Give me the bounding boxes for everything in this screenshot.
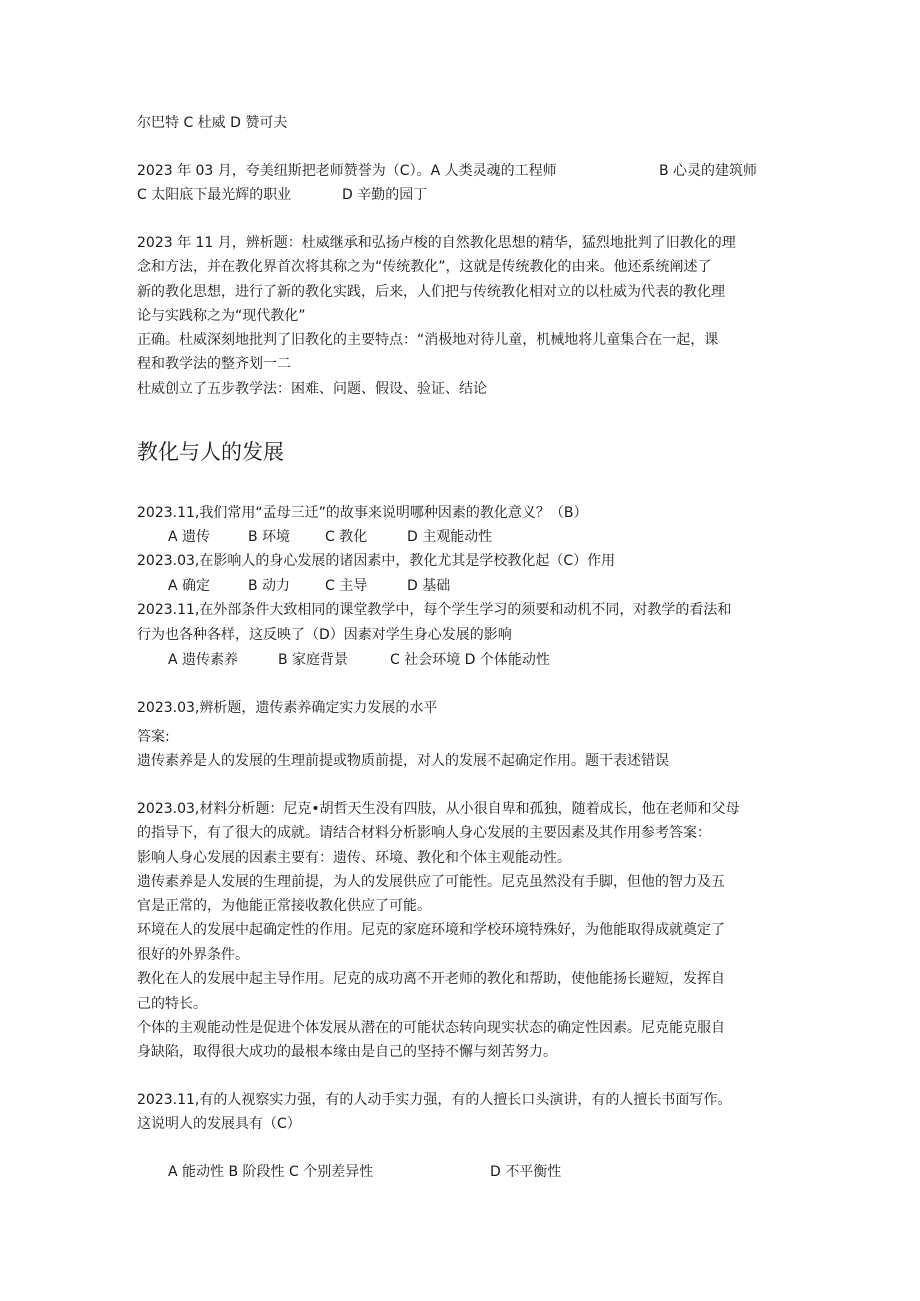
- option-d: D 不平衡性: [490, 1164, 562, 1180]
- option-b: B 家庭背景: [278, 652, 349, 668]
- text-line: 正确。杜威深刻地批判了旧教化的主要特点：“消极地对待儿童，机械地将儿童集合在一起，课: [137, 332, 719, 348]
- question-line: 行为也各种各样，这反映了（D）因素对学生身心发展的影响: [137, 627, 512, 643]
- answer-text: 教化在人的发展中起主导作用。尼克的成功离不开老师的教化和帮助，使他能扬长避短，发挥自: [137, 971, 725, 987]
- option-c: C 教化: [325, 529, 368, 545]
- answer-text: 很好的外界条件。: [137, 947, 249, 963]
- answer-text: 官是正常的，为他能正常接收教化供应了可能。: [137, 898, 431, 914]
- answer-label: 答案:: [137, 729, 170, 745]
- option-a: A 遗传素养: [168, 652, 239, 668]
- section-heading: 教化与人的发展: [137, 440, 284, 464]
- option-b: B 环境: [248, 529, 291, 545]
- answer-text: 身缺陷，取得很大成功的最根本缘由是自己的坚持不懈与刻苦努力。: [137, 1044, 557, 1060]
- answer-text: 个体的主观能动性是促进个体发展从潜在的可能状态转向现实状态的确定性因素。尼克能克服自: [137, 1020, 725, 1036]
- text-line: 程和教学法的整齐划一二: [137, 356, 291, 372]
- text-line: 新的教化思想，进行了新的教化实践，后来，人们把与传统教化相对立的以杜威为代表的教化理: [137, 284, 725, 300]
- question-line: 2023.11,有的人视察实力强，有的人动手实力强，有的人擅长口头演讲，有的人擅长书面写作。: [137, 1092, 732, 1108]
- question-line: 2023.03,材料分析题：尼克•胡哲天生没有四肢，从小很自卑和孤独，随着成长，他在老师和父母: [137, 801, 740, 817]
- answer-text: 遗传素养是人发展的生理前提，为人的发展供应了可能性。尼克虽然没有手脚，但他的智力及五: [137, 874, 725, 890]
- text-line: 念和方法，并在教化界首次将其称之为“传统教化”，这就是传统教化的由来。他还系统阐述了: [137, 259, 712, 275]
- text-line: 杜威创立了五步教学法：困难、问题、假设、验证、结论: [137, 381, 487, 397]
- answer-text: 己的特长。: [137, 996, 207, 1012]
- text-line: 论与实践称之为“现代教化”: [137, 308, 306, 324]
- option-d: D 辛勤的园丁: [342, 187, 428, 203]
- question-line: 2023.03,在影响人的身心发展的诸因素中，教化尤其是学校教化起（C）作用: [137, 553, 616, 569]
- question-line: 的指导下，有了很大的成就。请结合材料分析影响人身心发展的主要因素及其作用参考答案：: [137, 825, 711, 841]
- question-line: 2023.03,辨析题，遗传素养确定实力发展的水平: [137, 700, 438, 716]
- option-abc: A 能动性 B 阶段性 C 个别差异性: [168, 1164, 374, 1180]
- option-b: B 动力: [248, 578, 291, 594]
- option-c: C 太阳底下最光辉的职业: [137, 187, 292, 203]
- option-cd: C 社会环境 D 个体能动性: [390, 652, 550, 668]
- option-c: C 主导: [325, 578, 368, 594]
- question-line: 2023 年 03 月，夸美纽斯把老师赞誉为（C）。A 人类灵魂的工程师: [137, 163, 557, 179]
- option-d: D 主观能动性: [407, 529, 493, 545]
- question-line: 2023.11,在外部条件大致相同的课堂教学中，每个学生学习的须要和动机不同，对教学的看法和: [137, 602, 732, 618]
- option-a: A 确定: [168, 578, 211, 594]
- option-b: B 心灵的建筑师: [659, 163, 758, 179]
- answer-text: 影响人身心发展的因素主要有：遗传、环境、教化和个体主观能动性。: [137, 850, 571, 866]
- text-line: 2023 年 11 月，辨析题：杜威继承和弘扬卢梭的自然教化思想的精华，猛烈地批判了旧教化的理: [137, 235, 736, 251]
- text-line: 尔巴特 C 杜威 D 赞可夫: [137, 115, 288, 131]
- question-line: 2023.11,我们常用“孟母三迁”的故事来说明哪种因素的教化意义？（B）: [137, 505, 588, 521]
- answer-text: 环境在人的发展中起确定性的作用。尼克的家庭环境和学校环境特殊好，为他能取得成就奠定了: [137, 922, 725, 938]
- question-line: 这说明人的发展具有（C）: [137, 1116, 301, 1132]
- answer-text: 遗传素养是人的发展的生理前提或物质前提，对人的发展不起确定作用。题干表述错误: [137, 753, 669, 769]
- option-a: A 遗传: [168, 529, 211, 545]
- option-d: D 基础: [407, 578, 451, 594]
